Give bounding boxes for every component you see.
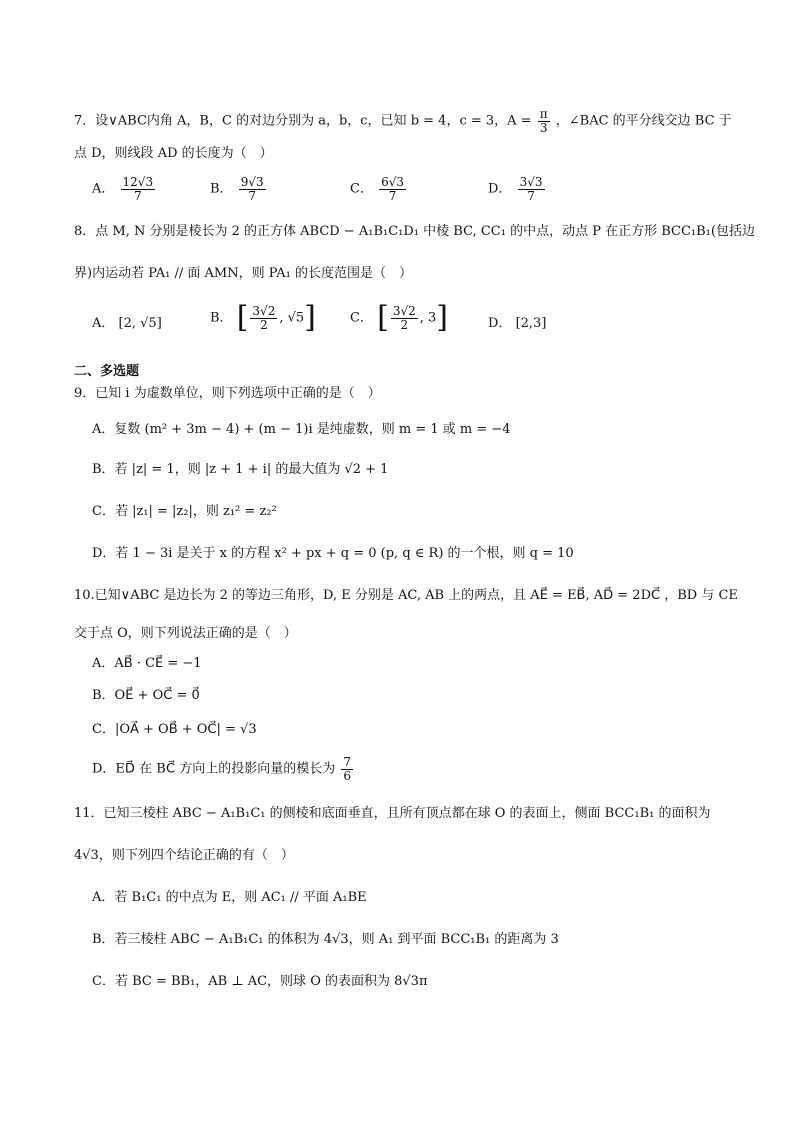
q7-option-d-fraction: $\frac{3√3}{7}$ [519, 175, 543, 203]
q7-option-b-label: B． [210, 181, 233, 197]
q11-option-c[interactable]: C．若 BC = BB₁，AB ⊥ AC，则球 O 的表面积为 8√3π [92, 974, 428, 989]
q10-option-d-fraction: $\frac{7}{6}$ [343, 755, 351, 783]
q7-option-c[interactable] [350, 176, 408, 202]
q8-option-b[interactable]: B． [ $\frac{3√2}{2}$ , √5] [210, 300, 316, 335]
q7-option-a[interactable] [92, 176, 157, 202]
q7-angle-denominator: 3 [539, 120, 548, 135]
q8-option-d[interactable] [488, 316, 546, 332]
q10-option-b[interactable]: B．OE⃗ + OC⃗ = 0⃗ [92, 688, 200, 703]
q8-option-b-label: B． [210, 310, 233, 326]
q7-angle-numerator: π [539, 107, 548, 121]
q10-line1: 10.已知∨ABC 是边长为 2 的等边三角形，D, E 分别是 AC, AB 上的两点，且 AE⃗ = EB⃗, AD⃗ = 2DC⃗ ，BD 与 CE [74, 588, 738, 603]
q7-option-b[interactable] [210, 176, 268, 202]
q8-option-a[interactable] [92, 316, 162, 332]
q7-stem-part1: 7．设∨ABC内角 A，B，C 的对边分别为 a，b，c，已知 [74, 113, 407, 129]
q7-option-c-label: C． [350, 181, 373, 197]
q10-option-c[interactable]: C．|OA⃗ + OB⃗ + OC⃗| = √3 [92, 722, 257, 737]
section-multiple-choice-heading: 二、多选题 [74, 364, 140, 379]
q7-option-d[interactable] [488, 176, 547, 202]
q8-option-d-label: D． [488, 316, 512, 331]
q7-line2: 点 D，则线段 AD 的长度为（ ） [74, 146, 273, 161]
q11-line1: 11．已知三棱柱 ABC − A₁B₁C₁ 的侧棱和底面垂直，且所有顶点都在球 O 的表面上，侧面 BCC₁B₁ 的面积为 [74, 806, 711, 821]
q7-option-b-fraction: $\frac{9√3}{7}$ [240, 175, 264, 203]
q7-line1 [74, 108, 732, 134]
q10-option-a[interactable]: A．AB⃗ · CE⃗ = −1 [92, 656, 202, 671]
q11-option-b[interactable]: B．若三棱柱 ABC − A₁B₁C₁ 的体积为 4√3，则 A₁ 到平面 BCC₁B₁ 的距离为 3 [92, 932, 559, 947]
q8-option-d-text: [2,3] [515, 316, 547, 331]
q10-option-d-text: D．ED⃗ 在 BC⃗ 方向上的投影向量的模长为 [92, 761, 336, 777]
q9-option-c[interactable]: C．若 |z₁| = |z₂|，则 z₁² = z₂² [92, 504, 277, 519]
q7-option-a-fraction: $\frac{12√3}{7}$ [122, 175, 154, 203]
q8-option-c-label: C． [350, 310, 373, 326]
q8-option-a-label: A． [92, 316, 115, 331]
q8-line2: 界)内运动若 PA₁ // 面 AMN，则 PA₁ 的长度范围是（ ） [74, 266, 413, 281]
q9-stem: 9．已知 i 为虚数单位，则下列选项中正确的是（ ） [74, 386, 381, 401]
q7-option-d-label: D． [488, 181, 512, 197]
q9-option-b[interactable]: B．若 |z| = 1，则 |z + 1 + i| 的最大值为 √2 + 1 [92, 462, 389, 477]
q9-option-a[interactable]: A．复数 (m² + 3m − 4) + (m − 1)i 是纯虚数，则 m = 1 或 m = −4 [92, 422, 511, 437]
q8-option-c[interactable]: C． [ $\frac{3√2}{2}$ , 3] [350, 300, 448, 335]
q7-stem-part3: ，∠BAC 的平分线交边 BC 于 [555, 113, 732, 129]
q10-line2: 交于点 O，则下列说法正确的是（ ） [74, 626, 297, 641]
q8-line1: 8．点 M, N 分别是棱长为 2 的正方体 ABCD − A₁B₁C₁D₁ 中棱 BC, CC₁ 的中点，动点 P 在正方形 BCC₁B₁(包括边 [74, 224, 755, 239]
q10-option-d[interactable] [92, 756, 355, 782]
q8-option-a-text: [2, √5] [118, 316, 162, 331]
q11-option-a[interactable]: A．若 B₁C₁ 的中点为 E，则 AC₁ // 平面 A₁BE [92, 890, 367, 905]
q11-line2: 4√3，则下列四个结论正确的有（ ） [74, 848, 294, 863]
q9-option-d[interactable]: D．若 1 − 3i 是关于 x 的方程 x² + px + q = 0 (p, q ∈ R) 的一个根，则 q = 10 [92, 546, 574, 561]
q7-option-c-fraction: $\frac{6√3}{7}$ [381, 175, 405, 203]
q7-option-a-label: A． [92, 181, 115, 197]
q7-given-values: b = 4，c = 3，A = [410, 113, 532, 129]
q7-angle-fraction [538, 108, 550, 134]
